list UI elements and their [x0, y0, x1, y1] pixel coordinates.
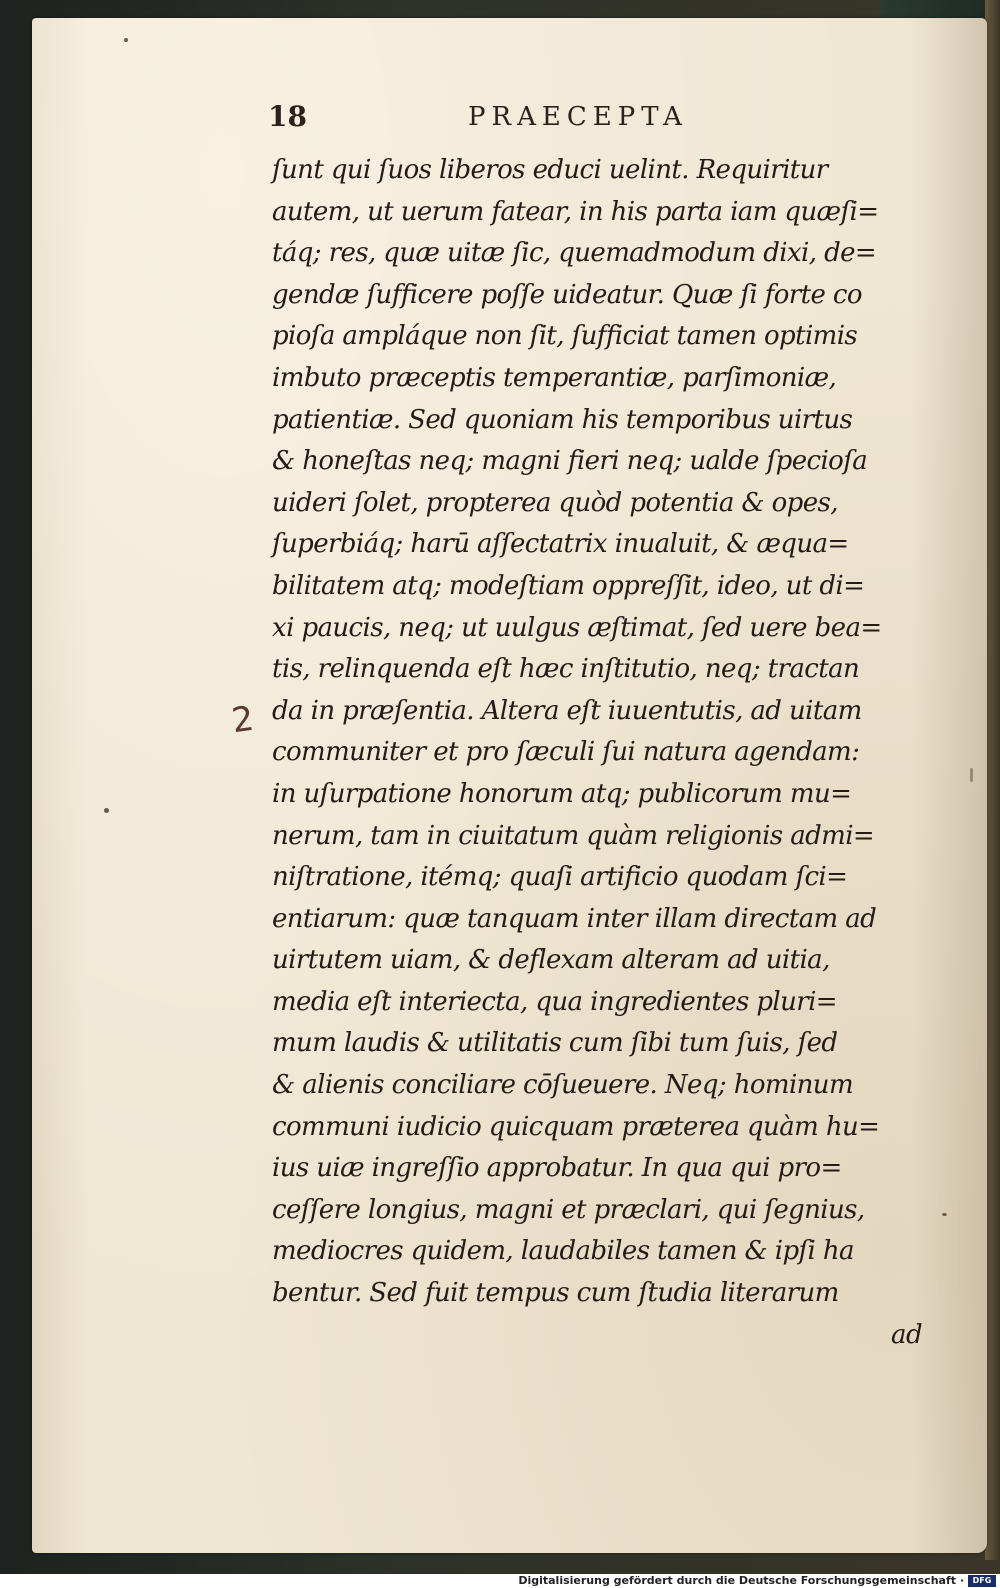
paper-speck: [942, 1213, 947, 1216]
text-line: gendæ ſufficere poſſe uideatur. Quæ ſi forte co: [272, 279, 862, 310]
paper-speck: [970, 768, 973, 782]
text-line: nerum, tam in ciuitatum quàm religionis admi=: [272, 820, 875, 851]
text-line: entiarum: quæ tanquam inter illam directam ad: [272, 903, 877, 934]
running-head: [268, 100, 918, 140]
text-line: & honeſtas neq; magni fieri neq; ualde ſpecioſa: [272, 446, 868, 477]
text-line: mediocres quidem, laudabiles tamen & ipſi ha: [272, 1236, 854, 1267]
catchword: ad: [891, 1319, 922, 1350]
text-line: da in præſentia. Altera eſt iuuentutis, ad uitam: [272, 695, 862, 726]
funding-credit: Digitalisierung gefördert durch die Deutsche Forschungsgemeinschaft ·: [518, 1574, 964, 1587]
footer-bar: [0, 1574, 1000, 1588]
text-line: media eſt interiecta, qua ingredientes pluri=: [272, 986, 837, 1017]
text-line: táq; res, quæ uitæ ſic, quemadmodum dixi, de=: [272, 238, 877, 269]
text-line: tis, relinquenda eſt hæc inſtitutio, neq; tractan: [272, 654, 860, 685]
text-line: ceſſere longius, magni et præclari, qui ſegnius,: [272, 1194, 865, 1225]
text-line: xi paucis, neq; ut uulgus æſtimat, ſed uere bea=: [272, 612, 882, 643]
text-line: bentur. Sed fuit tempus cum ſtudia literarum: [272, 1278, 839, 1309]
text-line: pioſa ampláque non ſit, ſufficiat tamen optimis: [272, 321, 858, 352]
running-title: PRAECEPTA: [468, 102, 688, 132]
text-line: patientiæ. Sed quoniam his temporibus uirtus: [272, 404, 853, 435]
text-line: autem, ut uerum fatear, in his parta iam quæſi=: [272, 196, 879, 227]
page-number: 18: [268, 100, 307, 133]
text-line: ſuperbiáq; harū aſſectatrix inualuit, & æqua=: [272, 529, 849, 560]
paper-speck: [124, 38, 128, 42]
dfg-logo-icon: DFG: [968, 1575, 996, 1587]
text-line: imbuto præceptis temperantiæ, parſimoniæ,: [272, 362, 837, 393]
handwritten-margin-note: 2: [229, 698, 257, 742]
text-line: uirtutem uiam, & deflexam alteram ad uitia,: [272, 945, 830, 976]
text-line: & alienis conciliare cōſueuere. Neq; hominum: [272, 1070, 854, 1101]
text-line: bilitatem atq; modeſtiam oppreſſit, ideo, ut di=: [272, 570, 865, 601]
text-line: communiter et pro ſæculi ſui natura agendam:: [272, 737, 860, 768]
text-line: in uſurpatione honorum atq; publicorum mu=: [272, 778, 852, 809]
text-line: ius uiæ ingreſſio approbatur. In qua qui pro=: [272, 1153, 842, 1184]
text-line: mum laudis & utilitatis cum ſibi tum ſuis, ſed: [272, 1028, 838, 1059]
text-line: uideri ſolet, propterea quòd potentia & opes,: [272, 487, 838, 518]
text-line: ſunt qui ſuos liberos educi uelint. Requiritur: [272, 155, 828, 185]
text-line: niſtratione, itémq; quaſi artificio quodam ſci=: [272, 862, 848, 893]
body-text: [272, 150, 922, 1356]
page-edge: [985, 0, 1000, 1560]
text-line: communi iudicio quicquam præterea quàm hu=: [272, 1111, 880, 1142]
paper-speck: [104, 808, 109, 813]
